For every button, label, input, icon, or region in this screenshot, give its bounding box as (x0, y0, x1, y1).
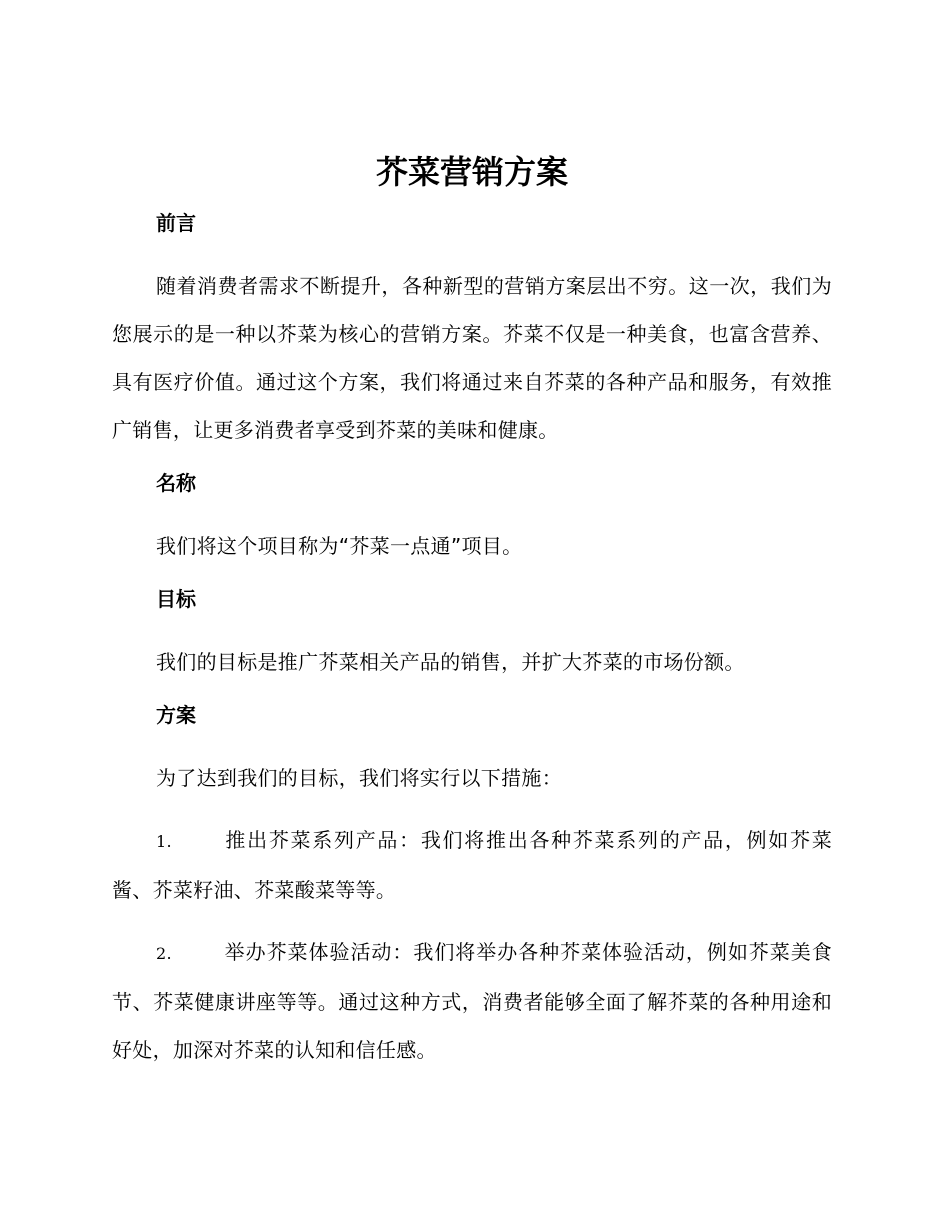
document-title: 芥菜营销方案 (375, 153, 568, 191)
list-item-number: 1. (156, 832, 172, 851)
plan-list-item (112, 816, 832, 914)
goal-paragraph: 我们的目标是推广芥菜相关产品的销售，并扩大芥菜的市场份额。 (156, 650, 745, 674)
section-heading-name: 名称 (156, 471, 196, 495)
section-heading-goal: 目标 (156, 587, 196, 611)
section-heading-preface: 前言 (156, 211, 196, 235)
list-item-text: 举办芥菜体验活动：我们将举办各种芥菜体验活动，例如芥菜美食节、芥菜健康讲座等等。通过这种方式，消费者能够全面了解芥菜的各种用途和好处，加深对芥菜的认知和信任感。 (112, 940, 832, 1062)
list-item-number: 2. (156, 944, 172, 963)
plan-intro-paragraph: 为了达到我们的目标，我们将实行以下措施： (156, 766, 562, 790)
plan-list-item (112, 928, 832, 1074)
document-page (112, 150, 832, 1088)
section-heading-plan: 方案 (156, 703, 196, 727)
name-paragraph: 我们将这个项目称为“芥菜一点通”项目。 (156, 534, 523, 558)
preface-paragraph: 随着消费者需求不断提升，各种新型的营销方案层出不穷。这一次，我们为您展示的是一种以芥菜为核心的营销方案。芥菜不仅是一种美食，也富含营养、具有医疗价值。通过这个方案，我们将通过来自芥菜的各种产品和服务，有效推广销售，让更多消费者享受到芥菜的美味和健康。 (112, 274, 832, 442)
list-item-text: 推出芥菜系列产品：我们将推出各种芥菜系列的产品，例如芥菜酱、芥菜籽油、芥菜酸菜等等。 (112, 828, 832, 902)
